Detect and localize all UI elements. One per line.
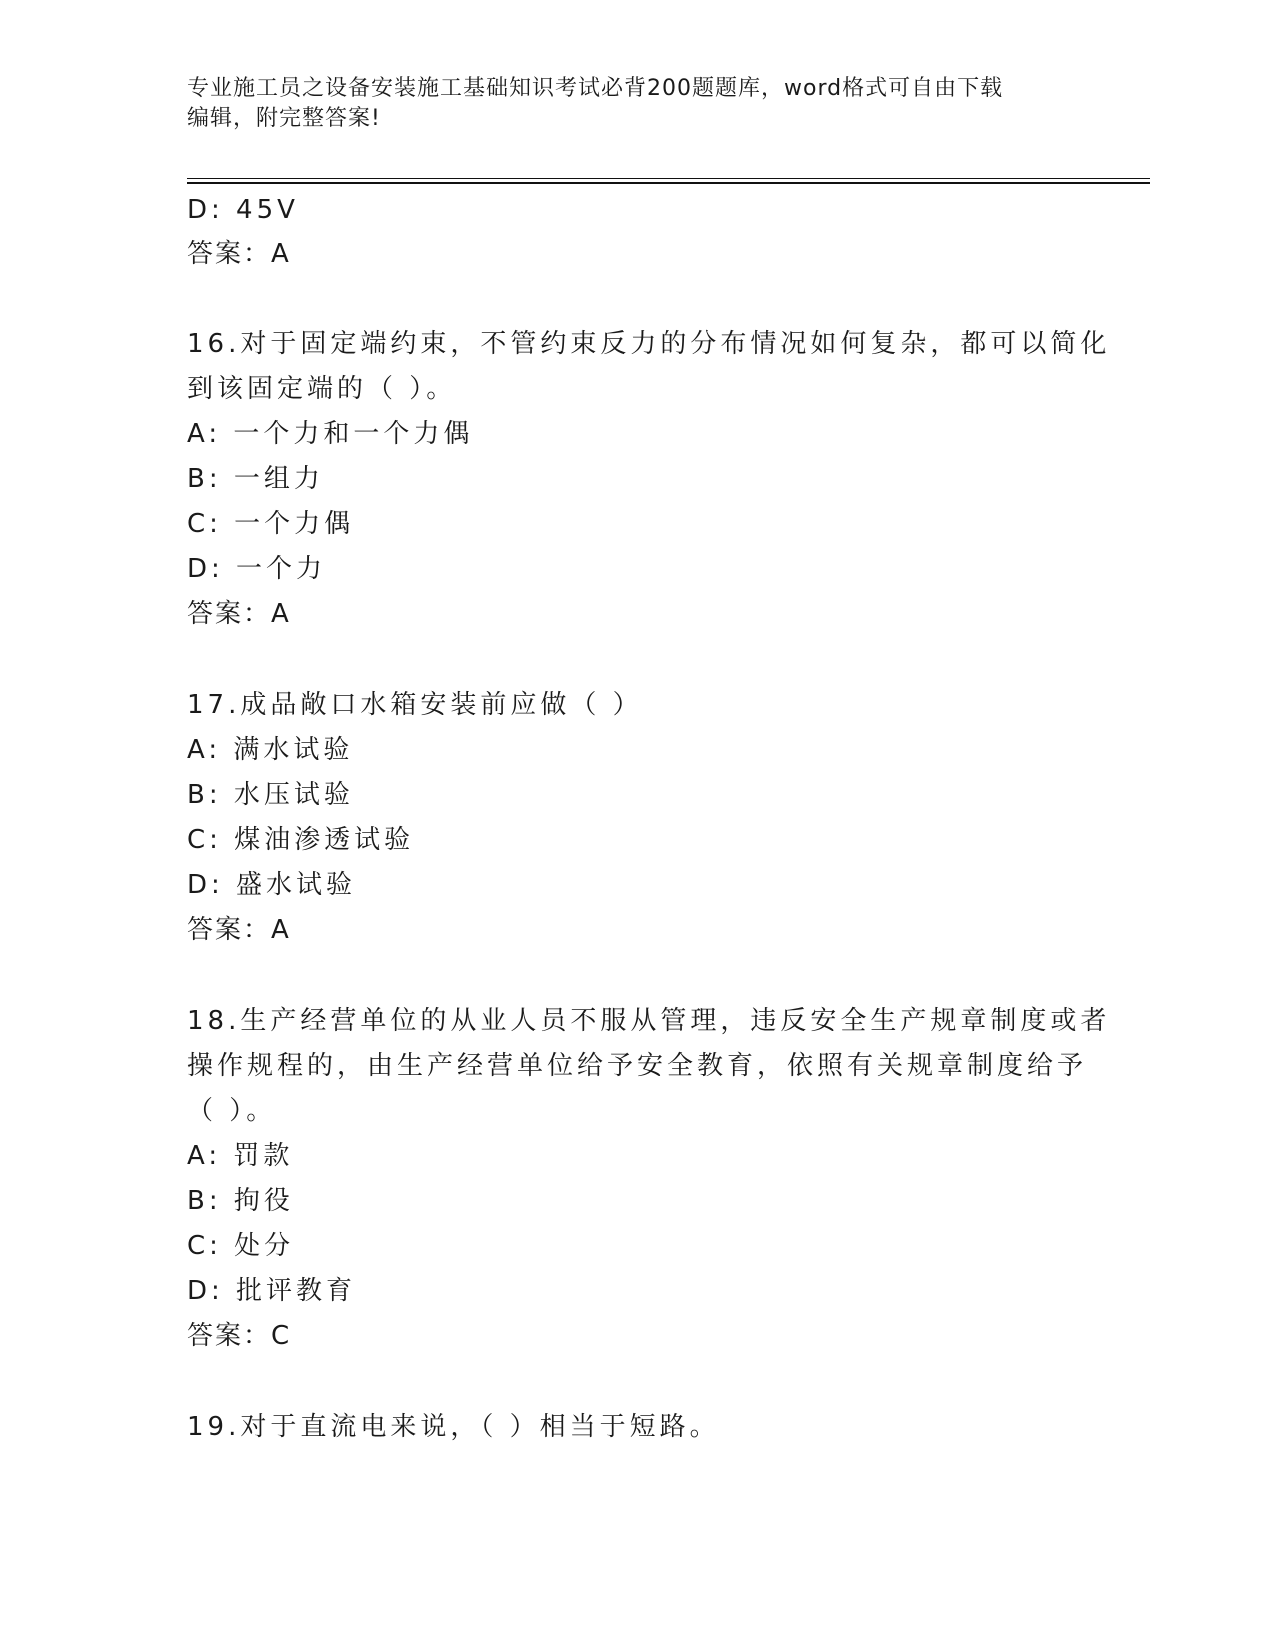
q16-stem-line-1: 16.对于固定端约束，不管约束反力的分布情况如何复杂，都可以简化	[187, 329, 1111, 359]
q19-stem-line-1: 19.对于直流电来说，（ ）相当于短路。	[187, 1412, 720, 1442]
header-divider-thin	[187, 178, 1150, 179]
q17-option-b: B: 水压试验	[187, 780, 354, 810]
q17-option-a: A: 满水试验	[187, 735, 354, 765]
document-header	[187, 74, 1087, 134]
header-divider-thick	[187, 182, 1150, 184]
q18-option-a: A: 罚款	[187, 1141, 294, 1171]
prev-option-d: D: 45V	[187, 195, 299, 225]
q16-answer: 答案：A	[187, 599, 291, 629]
q18-stem-line-2: 操作规程的，由生产经营单位给予安全教育，依照有关规章制度给予	[187, 1051, 1088, 1081]
q18-stem-line-1: 18.生产经营单位的从业人员不服从管理，违反安全生产规章制度或者	[187, 1006, 1111, 1036]
q17-option-c: C: 煤油渗透试验	[187, 825, 415, 855]
q18-stem-line-3: （ ）。	[187, 1096, 277, 1126]
q17-answer: 答案：A	[187, 915, 291, 945]
q16-stem-line-2: 到该固定端的（ ）。	[187, 374, 457, 404]
q18-option-c: C: 处分	[187, 1231, 295, 1261]
q16-option-b: B: 一组力	[187, 464, 324, 494]
q16-option-a: A: 一个力和一个力偶	[187, 419, 474, 449]
q17-stem-line-1: 17.成品敞口水箱安装前应做（ ）	[187, 690, 643, 720]
header-line-1: 专业施工员之设备安装施工基础知识考试必背200题题库，word格式可自由下载	[187, 76, 1004, 101]
q17-option-d: D: 盛水试验	[187, 870, 357, 900]
q18-option-b: B: 拘役	[187, 1186, 294, 1216]
q16-option-d: D: 一个力	[187, 554, 327, 584]
header-line-2: 编辑，附完整答案!	[187, 106, 381, 131]
prev-answer: 答案：A	[187, 239, 291, 269]
q18-option-d: D: 批评教育	[187, 1276, 357, 1306]
q18-answer: 答案：C	[187, 1321, 292, 1351]
q16-option-c: C: 一个力偶	[187, 509, 355, 539]
